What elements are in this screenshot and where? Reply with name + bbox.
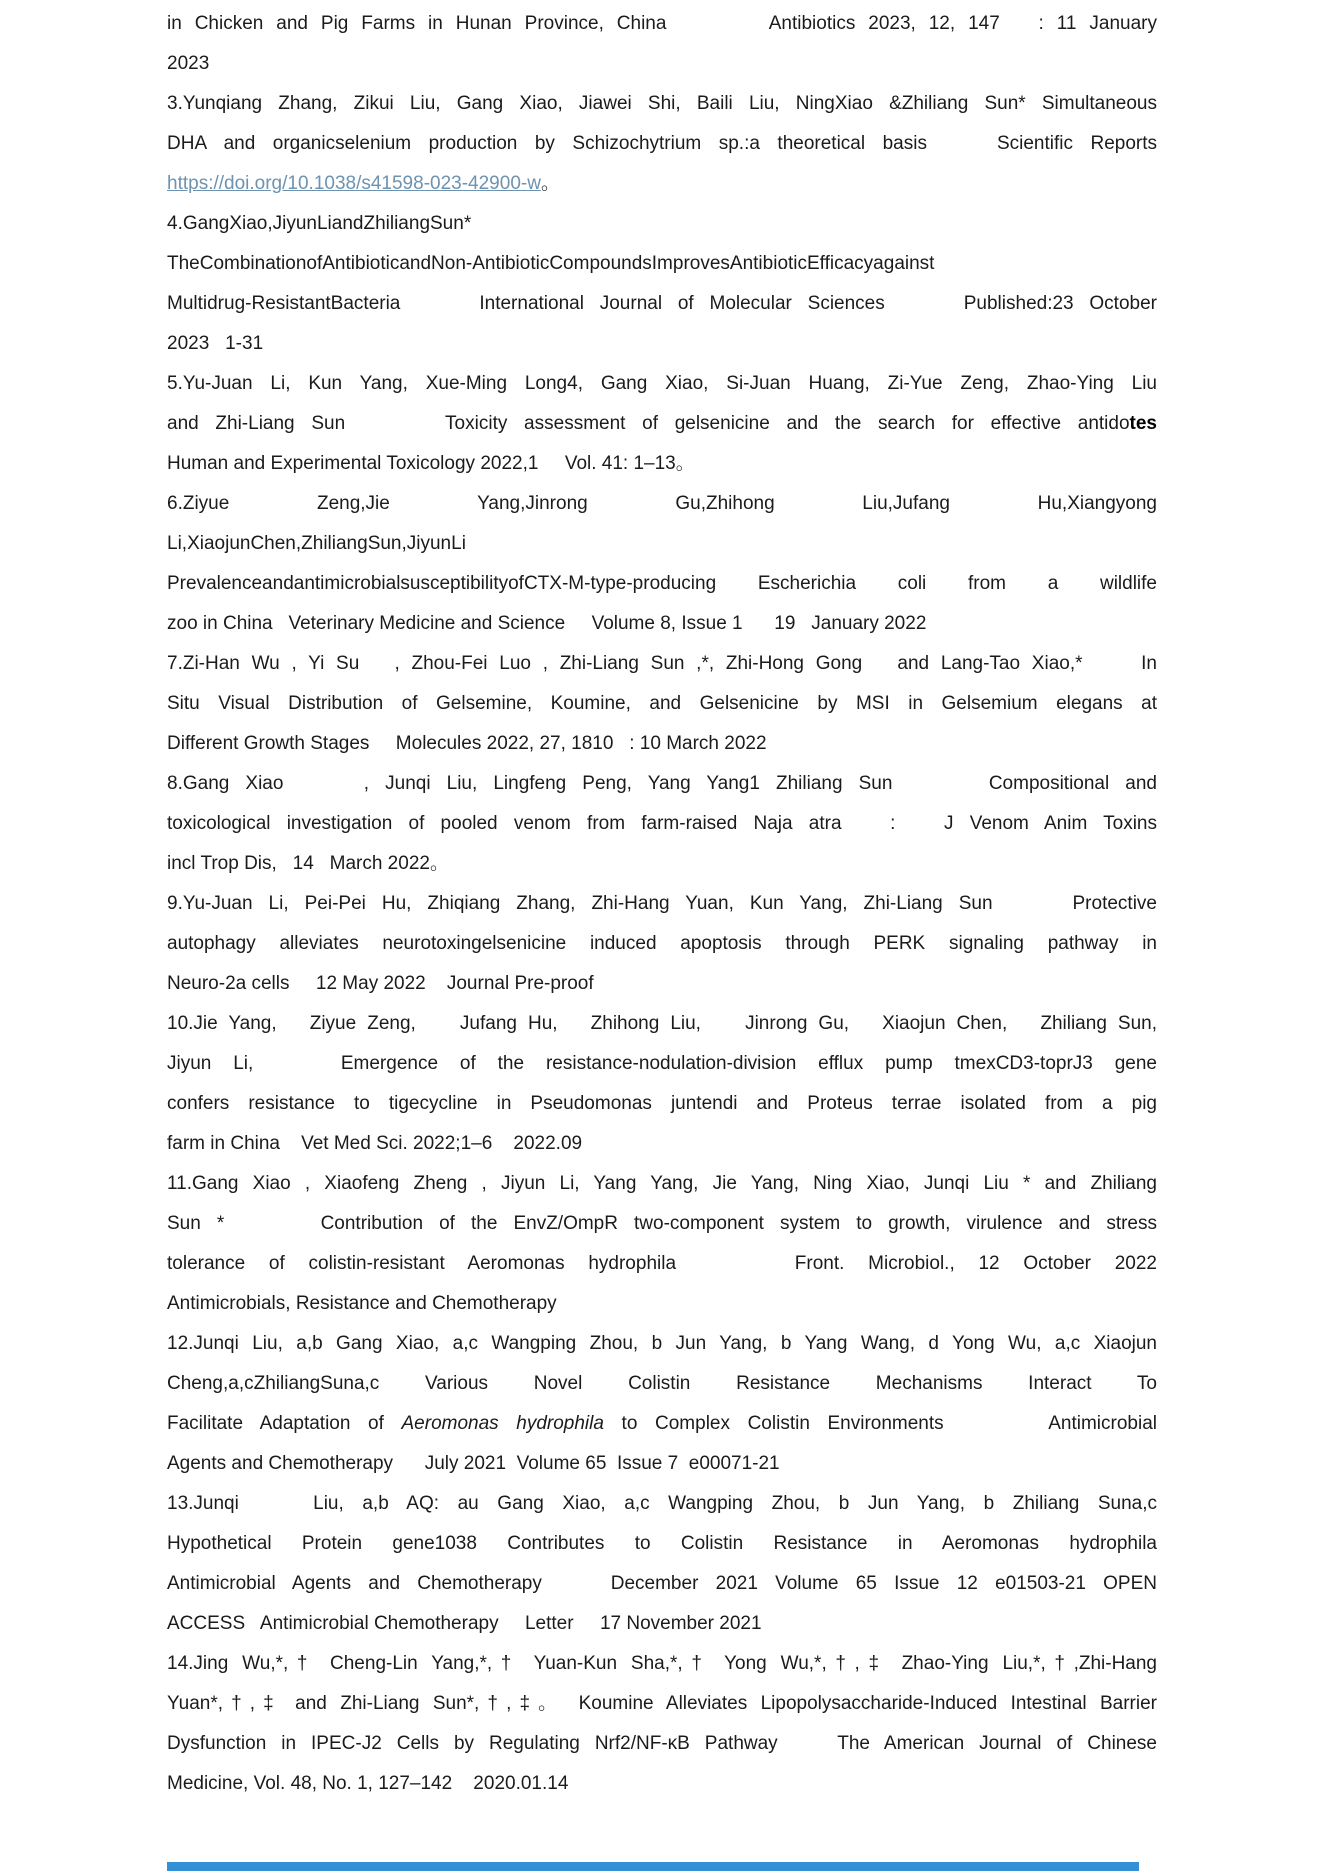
text-run: Antimicrobial Agents and Chemotherapy December 2021 Volume 65 Issue 12 e01503-21 OPEN — [167, 1573, 1157, 1594]
text-run: Yuan*,†,‡ and Zhi-Liang Sun*,†,‡。 Koumine Alleviates Lipopolysaccharide-Induced Intestinal Barrier — [167, 1693, 1157, 1714]
text-run: Multidrug-ResistantBacteria International Journal of Molecular Sciences Published:23 October — [167, 293, 1157, 314]
publication-line — [167, 1324, 1157, 1364]
text-run: zoo in China Veterinary Medicine and Science Volume 8, Issue 1 19 January 2022 — [167, 613, 927, 634]
text-run: Neuro-2a cells 12 May 2022 Journal Pre-proof — [167, 973, 594, 994]
publication-line — [167, 1764, 1157, 1804]
text-run: 5.Yu-Juan Li, Kun Yang, Xue-Ming Long4, Gang Xiao, Si-Juan Huang, Zi-Yue Zeng, Zhao-Ying Liu — [167, 373, 1157, 394]
text-run: Antimicrobials, Resistance and Chemotherapy — [167, 1293, 557, 1314]
publication-line — [167, 644, 1157, 684]
publication-line — [167, 124, 1157, 164]
publication-list — [167, 4, 1157, 1804]
publication-line — [167, 1644, 1157, 1684]
publication-line — [167, 1124, 1157, 1164]
text-run: Cheng,a,cZhiliangSuna,c Various Novel Colistin Resistance Mechanisms Interact To — [167, 1373, 1157, 1394]
text-run: 11.Gang Xiao , Xiaofeng Zheng , Jiyun Li, Yang Yang, Jie Yang, Ning Xiao, Junqi Liu * and Zhiliang — [167, 1173, 1157, 1194]
publication-line — [167, 724, 1157, 764]
text-run: in Chicken and Pig Farms in Hunan Province, China Antibiotics 2023, 12, 147 : 11 January — [167, 13, 1157, 34]
text-run: TheCombinationofAntibioticandNon-AntibioticCompoundsImprovesAntibioticEfficacyagainst — [167, 253, 935, 274]
text-run: incl Trop Dis, 14 March 2022。 — [167, 853, 449, 874]
publication-line — [167, 764, 1157, 804]
publication-line — [167, 1284, 1157, 1324]
text-run: Situ Visual Distribution of Gelsemine, Koumine, and Gelsenicine by MSI in Gelsemium elegans at — [167, 693, 1157, 714]
publication-line — [167, 1084, 1157, 1124]
publication-line — [167, 1164, 1157, 1204]
publication-line — [167, 684, 1157, 724]
publication-line — [167, 444, 1157, 484]
publication-line — [167, 1524, 1157, 1564]
text-run: Medicine, Vol. 48, No. 1, 127–142 2020.01.14 — [167, 1773, 569, 1794]
publication-line — [167, 284, 1157, 324]
publication-line — [167, 1564, 1157, 1604]
text-run: 6.Ziyue Zeng,Jie Yang,Jinrong Gu,Zhihong Liu,Jufang Hu,Xiangyong — [167, 493, 1157, 514]
publication-line — [167, 484, 1157, 524]
text-run: and Zhi-Liang Sun Toxicity assessment of gelsenicine and the search for effective antido — [167, 413, 1130, 434]
publication-line — [167, 364, 1157, 404]
publication-line — [167, 1404, 1157, 1444]
doi-link[interactable]: https://doi.org/10.1038/s41598-023-42900-w — [167, 173, 541, 194]
publication-line — [167, 4, 1157, 44]
publication-line — [167, 1684, 1157, 1724]
publication-line — [167, 1444, 1157, 1484]
text-run: 4.GangXiao,JiyunLiandZhiliangSun* — [167, 213, 472, 234]
publication-line — [167, 564, 1157, 604]
publication-line — [167, 1724, 1157, 1764]
publication-line — [167, 204, 1157, 244]
text-run: Human and Experimental Toxicology 2022,1 Vol. 41: 1–13。 — [167, 453, 695, 474]
text-run: 3.Yunqiang Zhang, Zikui Liu, Gang Xiao, Jiawei Shi, Baili Liu, NingXiao &Zhiliang Sun* Simultaneous — [167, 93, 1157, 114]
text-run: 13.Junqi Liu, a,b AQ: au Gang Xiao, a,c Wangping Zhou, b Jun Yang, b Zhiliang Suna,c — [167, 1493, 1157, 1514]
publication-line — [167, 844, 1157, 884]
text-run: 。 — [540, 173, 560, 194]
text-run: Facilitate Adaptation of — [167, 1413, 402, 1434]
publication-line — [167, 1484, 1157, 1524]
text-run: 14.Jing Wu,*,† Cheng-Lin Yang,*,† Yuan-Kun Sha,*,† Yong Wu,*,†,‡ Zhao-Ying Liu,*,†,Zhi-Hang — [167, 1653, 1157, 1674]
text-run: Agents and Chemotherapy July 2021 Volume 65 Issue 7 e00071-21 — [167, 1453, 780, 1474]
publication-line — [167, 164, 1157, 204]
text-run: 12.Junqi Liu, a,b Gang Xiao, a,c Wangping Zhou, b Jun Yang, b Yang Wang, d Yong Wu, a,c Xiaojun — [167, 1333, 1157, 1354]
text-run: Jiyun Li, Emergence of the resistance-nodulation-division efflux pump tmexCD3-toprJ3 gene — [167, 1053, 1157, 1074]
text-run: tes — [1129, 413, 1157, 434]
text-run: 7.Zi-Han Wu , Yi Su , Zhou-Fei Luo , Zhi-Liang Sun ,*, Zhi-Hong Gong and Lang-Tao Xiao,* In — [167, 653, 1157, 674]
text-run: autophagy alleviates neurotoxingelsenicine induced apoptosis through PERK signaling pathway in — [167, 933, 1157, 954]
publication-line — [167, 524, 1157, 564]
publication-line — [167, 244, 1157, 284]
text-run: 2023 1-31 — [167, 333, 264, 354]
bottom-blue-bar — [167, 1862, 1139, 1871]
text-run: 9.Yu-Juan Li, Pei-Pei Hu, Zhiqiang Zhang, Zhi-Hang Yuan, Kun Yang, Zhi-Liang Sun Protective — [167, 893, 1157, 914]
publication-line — [167, 924, 1157, 964]
publication-line — [167, 44, 1157, 84]
text-run: Li,XiaojunChen,ZhiliangSun,JiyunLi — [167, 533, 466, 554]
text-run: 10.Jie Yang, Ziyue Zeng, Jufang Hu, Zhihong Liu, Jinrong Gu, Xiaojun Chen, Zhiliang Sun, — [167, 1013, 1157, 1034]
publication-line — [167, 404, 1157, 444]
text-run: confers resistance to tigecycline in Pseudomonas juntendi and Proteus terrae isolated from a pig — [167, 1093, 1157, 1114]
text-run: Hypothetical Protein gene1038 Contributes to Colistin Resistance in Aeromonas hydrophila — [167, 1533, 1157, 1554]
publication-line — [167, 884, 1157, 924]
text-run: tolerance of colistin-resistant Aeromonas hydrophila Front. Microbiol., 12 October 2022 — [167, 1253, 1157, 1274]
text-run: 8.Gang Xiao , Junqi Liu, Lingfeng Peng, Yang Yang1 Zhiliang Sun Compositional and — [167, 773, 1157, 794]
text-run: Aeromonas hydrophila — [401, 1413, 604, 1434]
publication-line — [167, 324, 1157, 364]
text-run: ACCESS Antimicrobial Chemotherapy Letter 17 November 2021 — [167, 1613, 762, 1634]
text-run: 2023 — [167, 53, 210, 74]
publication-line — [167, 1604, 1157, 1644]
publication-line — [167, 84, 1157, 124]
text-run: toxicological investigation of pooled venom from farm-raised Naja atra : J Venom Anim Toxins — [167, 813, 1157, 834]
publication-line — [167, 1364, 1157, 1404]
text-run: DHA and organicselenium production by Schizochytrium sp.:a theoretical basis Scientific Reports — [167, 133, 1157, 154]
publication-line — [167, 1004, 1157, 1044]
text-run: to Complex Colistin Environments Antimicrobial — [603, 1413, 1157, 1434]
publication-line — [167, 804, 1157, 844]
publication-line — [167, 1204, 1157, 1244]
publication-line — [167, 964, 1157, 1004]
text-run: Sun * Contribution of the EnvZ/OmpR two-component system to growth, virulence and stress — [167, 1213, 1157, 1234]
text-run: Dysfunction in IPEC-J2 Cells by Regulating Nrf2/NF-κB Pathway The American Journal of Chinese — [167, 1733, 1157, 1754]
text-run: Different Growth Stages Molecules 2022, 27, 1810 : 10 March 2022 — [167, 733, 767, 754]
publication-line — [167, 1044, 1157, 1084]
text-run: PrevalenceandantimicrobialsusceptibilityofCTX-M-type-producing Escherichia coli from a wildlife — [167, 573, 1157, 594]
text-run: farm in China Vet Med Sci. 2022;1–6 2022.09 — [167, 1133, 583, 1154]
publication-line — [167, 604, 1157, 644]
publication-line — [167, 1244, 1157, 1284]
